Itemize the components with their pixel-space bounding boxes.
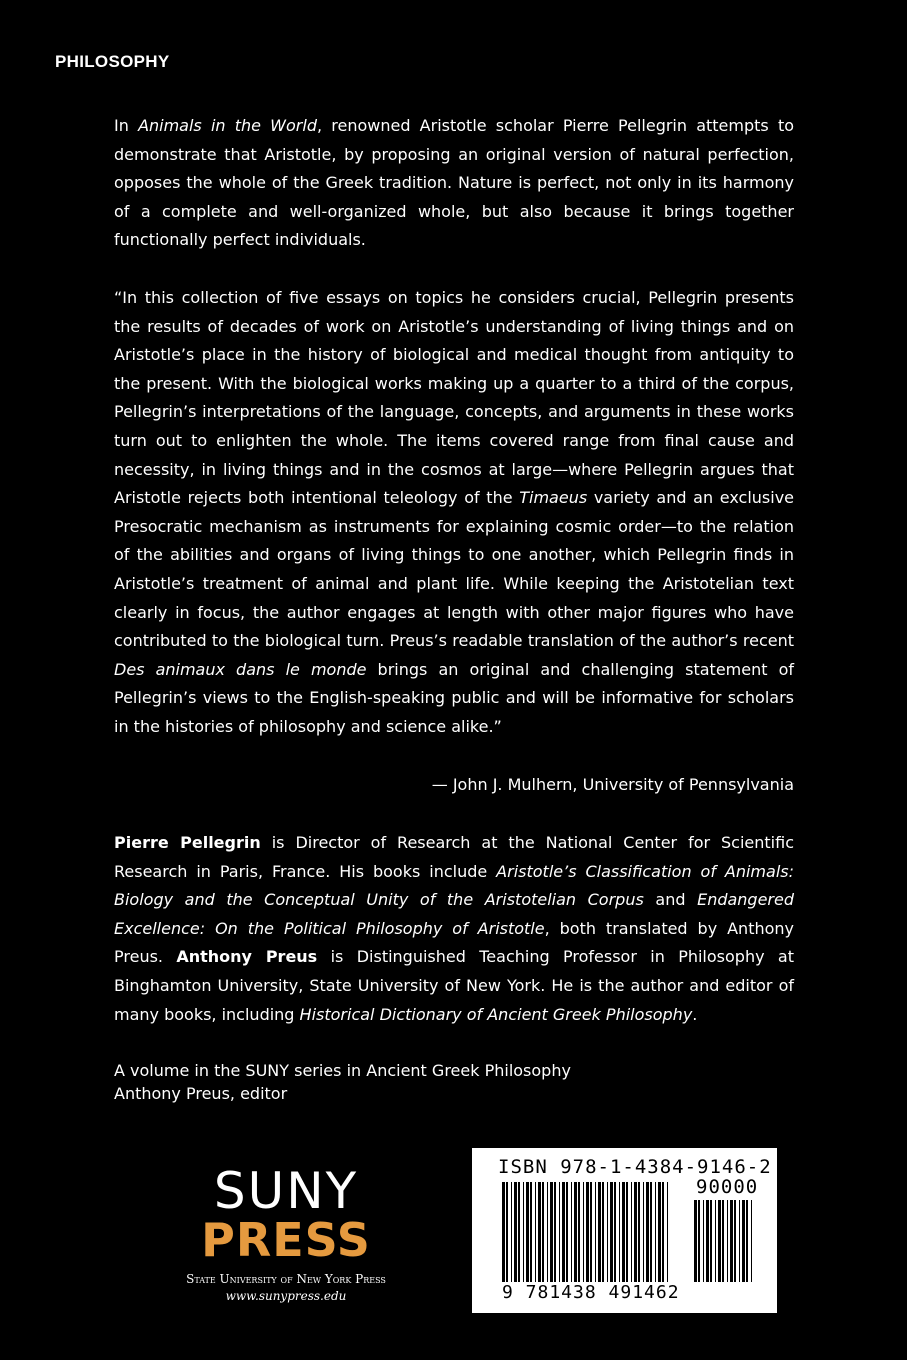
barcode-bar — [566, 1182, 568, 1282]
barcode-bar — [662, 1182, 664, 1282]
barcode-bar — [694, 1200, 697, 1282]
barcode-bar — [715, 1200, 716, 1282]
barcode-bar — [530, 1182, 532, 1282]
barcode-bar — [562, 1182, 565, 1282]
barcode-bar — [626, 1182, 628, 1282]
barcode-bar — [643, 1182, 644, 1282]
bio-text-2: and — [643, 890, 698, 910]
barcode-bar — [583, 1182, 584, 1282]
barcode-bar — [706, 1200, 709, 1282]
barcode-bar — [638, 1182, 640, 1282]
quote-title-timaeus: Timaeus — [519, 488, 588, 508]
quote-text-1: “In this collection of five essays on topics he considers crucial, Pellegrin presents the results of decades of work on Aristotle’s understanding of living things and on Aristotle’s place in the history of biological and medical thought from antiquity to the present. With the biological works making up a quarter to a third of the corpus, Pellegrin’s interpretations of the language, concepts, and arguments in these works turn out to enlighten the whole. The items covered range from final cause and necessity, in living things and in the cosmos at large—where Pellegrin argues that Aristotle rejects both intentional teleology of the — [114, 288, 794, 508]
barcode-bar — [506, 1182, 508, 1282]
quote-attribution: — John J. Mulhern, University of Pennsylvania — [431, 775, 794, 794]
barcode-bar — [574, 1182, 577, 1282]
barcode-bar — [746, 1200, 748, 1282]
barcode-bar — [734, 1200, 736, 1282]
publisher-full-name: State University of New York Press — [186, 1272, 386, 1286]
quote-text-2: variety and an exclusive Presocratic mechanism as instruments for explaining cosmic order—to the relation of the abilities and organs of living things to one another, which Pellegrin finds in Aristotle’s treatment of animal and plant life. While keeping the Aristotelian text clearly in focus, the author engages at length with other major figures who have contributed to the biological turn. Preus’s readable translation of the author’s recent — [114, 488, 795, 651]
barcode-bar — [547, 1182, 548, 1282]
author-name-pellegrin: Pierre Pellegrin — [114, 833, 261, 852]
barcode-bar — [727, 1200, 728, 1282]
book-title: Animals in the World — [138, 116, 317, 135]
barcode-bar — [523, 1182, 524, 1282]
barcode-bar — [602, 1182, 604, 1282]
barcode-bar — [526, 1182, 529, 1282]
barcode-bar — [634, 1182, 637, 1282]
barcode-bar — [559, 1182, 560, 1282]
price-code: 90000 — [696, 1176, 759, 1198]
barcode-bar — [518, 1182, 520, 1282]
publisher-url: www.sunypress.edu — [225, 1289, 347, 1303]
barcode-bar — [586, 1182, 589, 1282]
publisher-logo — [166, 1162, 406, 1304]
barcode-bar — [511, 1182, 512, 1282]
barcode-bar — [590, 1182, 592, 1282]
quote-text-3: brings an original and challenging statement of Pellegrin’s views to the English-speaking public and will be informative for scholars in the histories of philosophy and science alike.” — [114, 659, 795, 736]
barcode-bar — [514, 1182, 517, 1282]
barcode-bar — [722, 1200, 724, 1282]
barcode-bar — [571, 1182, 572, 1282]
barcode-bar — [607, 1182, 608, 1282]
bio-book-1: Aristotle’s Classification of Animals: Biology and the Conceptual Unity of the Aristotelian Corpus — [114, 861, 794, 910]
description-paragraph — [114, 112, 794, 255]
barcode-bar — [538, 1182, 541, 1282]
barcode-bar — [698, 1200, 700, 1282]
description-text: , renowned Aristotle scholar Pierre Pellegrin attempts to demonstrate that Aristotle, by proposing an original version of natural perfection, opposes the whole of the Greek tradition. Nature is perfect, not only in its harmony of a complete and well-organized whole, but also because it brings together functionally perfect individuals. — [114, 116, 795, 250]
barcode-bar — [595, 1182, 596, 1282]
barcode-bar — [751, 1200, 752, 1282]
bio-book-3: Historical Dictionary of Ancient Greek Philosophy — [299, 1004, 693, 1024]
barcode-bar — [554, 1182, 556, 1282]
isbn-number: ISBN 978-1-4384-9146-2 — [498, 1156, 772, 1178]
description-prefix: In — [114, 116, 139, 135]
barcode-bar — [742, 1200, 745, 1282]
barcode-bar — [619, 1182, 620, 1282]
barcode-panel — [472, 1148, 777, 1313]
barcode-bar — [667, 1182, 668, 1282]
barcode-bar — [542, 1182, 544, 1282]
barcode-bar — [610, 1182, 613, 1282]
barcode-bar — [710, 1200, 712, 1282]
publisher-suny: SUNY — [213, 1162, 359, 1220]
barcode-bar — [502, 1182, 505, 1282]
series-name: A volume in the SUNY series in Ancient Greek Philosophy — [114, 1061, 571, 1080]
publisher-press: PRESS — [201, 1213, 371, 1267]
barcode-bar — [658, 1182, 661, 1282]
bio-text-3: , both translated by Anthony Preus. — [114, 918, 794, 967]
barcode-bar — [655, 1182, 656, 1282]
barcode-bar — [614, 1182, 616, 1282]
barcode-bar — [550, 1182, 553, 1282]
bio-text-4: is Distinguished Teaching Professor in Philosophy at Binghamton University, State University of New York. He is the author and editor of many books, including — [114, 947, 794, 1024]
barcode-bar — [730, 1200, 733, 1282]
barcode-bar — [739, 1200, 740, 1282]
barcode-bar — [646, 1182, 649, 1282]
barcode-bar — [718, 1200, 721, 1282]
barcode-bar — [703, 1200, 704, 1282]
barcode-bar — [631, 1182, 632, 1282]
bio-text-1: is Director of Research at the National Center for Scientific Research in Paris, France. His books include — [114, 833, 795, 881]
category-label: PHILOSOPHY — [55, 52, 170, 71]
series-info — [114, 1059, 571, 1105]
barcode-bar — [650, 1182, 652, 1282]
bio-text-5: . — [692, 1004, 698, 1024]
barcode-bar — [622, 1182, 625, 1282]
translator-name-preus: Anthony Preus — [176, 947, 318, 967]
series-editor: Anthony Preus, editor — [114, 1084, 288, 1103]
barcode-bar — [535, 1182, 536, 1282]
ean-number: 9 781438 491462 — [502, 1282, 680, 1303]
barcode-bar — [598, 1182, 601, 1282]
author-bio — [114, 829, 794, 1029]
bio-book-2: Endangered Excellence: On the Political Philosophy of Aristotle — [114, 890, 795, 938]
review-quote — [114, 284, 794, 742]
barcode-bar — [578, 1182, 580, 1282]
quote-title-des-animaux: Des animaux dans le monde — [114, 659, 367, 679]
